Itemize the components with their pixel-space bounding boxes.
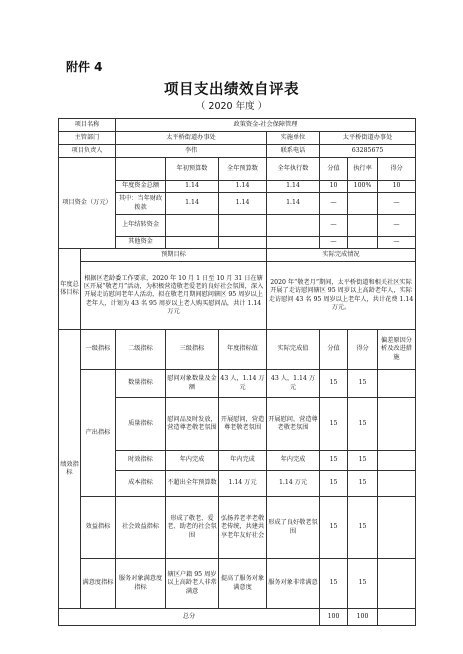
actual-result-text: 2020 年“敬老月”期间，太平桥街道和相关社区实际开展了走访慰问辖区 95 周岁以上高龄老年人，实际走访慰问 43 名 95 周岁以上老年人，共计花费 1.14 万元。 [267, 262, 416, 330]
score-value: 15 [320, 370, 348, 398]
actual-value: 服务对象非常满意 [267, 559, 320, 609]
deviation-reason [378, 398, 416, 451]
level2-indicator: 数量指标 [116, 370, 166, 398]
indicator-col-header: 三级指标 [166, 330, 219, 370]
got-value: 15 [348, 559, 378, 609]
funds-col-header: 得分 [378, 158, 416, 181]
actual-result-header: 实际完成情况 [267, 249, 416, 262]
target-value: 提高了服务对象满意度 [219, 559, 267, 609]
funds-cell: — [378, 193, 416, 215]
deviation-reason [378, 497, 416, 559]
actual-value: 43 人，1.14 万元 [267, 370, 320, 398]
actual-value: 形成了良好敬老氛围 [267, 497, 320, 559]
indicator-row [59, 497, 416, 559]
funds-cell: — [320, 237, 348, 249]
deviation-reason [378, 559, 416, 609]
total-row [59, 609, 416, 626]
funds-row-label: 年度资金总额 [116, 181, 166, 193]
indicator-row [59, 370, 416, 398]
funds-cell: 1.14 [166, 181, 219, 193]
funds-cell [348, 237, 378, 249]
got-value: 15 [348, 451, 378, 471]
department-row [59, 132, 416, 145]
indicator-col-header: 一级指标 [81, 330, 116, 370]
funds-cell: — [320, 193, 348, 215]
funds-row-label: 其他资金 [116, 237, 166, 249]
funds-cell [267, 215, 320, 237]
benefit-indicator-label: 效益指标 [81, 497, 116, 559]
deviation-reason [378, 370, 416, 398]
funds-row-label: 其中：当年财政拨款 [116, 193, 166, 215]
funds-cell: 1.14 [219, 193, 267, 215]
department-value: 太平桥街道办事处 [116, 132, 267, 145]
indicator-col-header: 偏差原因分析及改进措施 [378, 330, 416, 370]
funds-cell: 1.14 [267, 193, 320, 215]
funds-cell: — [320, 215, 348, 237]
phone-value: 63285675 [320, 145, 416, 158]
funds-cell: — [378, 237, 416, 249]
funds-cell [348, 193, 378, 215]
score-value: 15 [320, 471, 348, 497]
funds-cell: — [378, 215, 416, 237]
implementer-value: 太平桥街道办事处 [320, 132, 416, 145]
funds-cell [267, 237, 320, 249]
funds-cell: 1.14 [219, 181, 267, 193]
funds-col-header: 执行率 [348, 158, 378, 181]
funds-cell: 10 [378, 181, 416, 193]
level3-indicator: 辖区户籍 95 周岁以上高龄老人非常满意 [166, 559, 219, 609]
department-label: 主管部门 [59, 132, 116, 145]
indicator-col-header: 得分 [348, 330, 378, 370]
total-label: 总分 [59, 609, 320, 626]
performance-indicator-label: 绩效指标 [59, 330, 81, 609]
funds-cell [166, 215, 219, 237]
level2-indicator: 质量指标 [116, 398, 166, 451]
funds-col-header: 年初预算数 [166, 158, 219, 181]
level2-indicator: 服务对象满意度指标 [116, 559, 166, 609]
leader-value: 李伟 [116, 145, 267, 158]
level3-indicator: 不超出全年预算数 [166, 471, 219, 497]
project-name-row [59, 119, 416, 132]
deviation-reason [378, 451, 416, 471]
level3-indicator: 慰问对象数量及金额 [166, 370, 219, 398]
target-value: 年内完成 [219, 451, 267, 471]
indicator-col-header: 实际完成值 [267, 330, 320, 370]
actual-value: 年内完成 [267, 451, 320, 471]
funds-cell: 1.14 [267, 181, 320, 193]
funds-cell: 10 [320, 181, 348, 193]
actual-value: 1.14 万元 [267, 471, 320, 497]
funds-cell [219, 237, 267, 249]
year-subtitle: （ 2020 年度 ） [195, 101, 268, 112]
target-value: 43 人，1.14 万元 [219, 370, 267, 398]
funds-cell [219, 215, 267, 237]
got-value: 15 [348, 471, 378, 497]
goals-header-row [59, 249, 416, 262]
funds-cell [166, 237, 219, 249]
target-value: 1.14 万元 [219, 471, 267, 497]
score-value: 15 [320, 398, 348, 451]
attachment-label: 附件 4 [66, 60, 103, 74]
funds-cell: 100% [348, 181, 378, 193]
indicator-header-row [59, 330, 416, 370]
target-value: 弘扬养老孝老敬老传统，共建共享老年友好社会 [219, 497, 267, 559]
project-name-value: 政策资金-社会保障管理 [116, 119, 416, 132]
level3-indicator: 慰问品及时发放，营造尊老敬老氛围 [166, 398, 219, 451]
satisfaction-indicator-label: 满意度指标 [81, 559, 116, 609]
project-name-label: 项目名称 [59, 119, 116, 132]
score-value: 15 [320, 451, 348, 471]
funds-row-label: 上年结转资金 [116, 215, 166, 237]
funds-col-header: 全年执行数 [267, 158, 320, 181]
funds-header-row [59, 158, 416, 181]
indicator-row [59, 559, 416, 609]
leader-label: 项目负责人 [59, 145, 116, 158]
total-score: 100 [320, 609, 348, 626]
funds-cell [348, 215, 378, 237]
score-value: 15 [320, 559, 348, 609]
funds-cell: 1.14 [166, 193, 219, 215]
level2-indicator: 社会效益指标 [116, 497, 166, 559]
level2-indicator: 时效指标 [116, 451, 166, 471]
goals-content-row [59, 262, 416, 330]
phone-label: 联系电话 [267, 145, 320, 158]
indicator-col-header: 分值 [320, 330, 348, 370]
funds-label: 项目资金（万元） [59, 158, 116, 249]
target-value: 开展慰问，营造尊老敬老氛围 [219, 398, 267, 451]
deviation-reason [378, 471, 416, 497]
level3-indicator: 形成了敬老、爱老、助老的社会氛围 [166, 497, 219, 559]
level2-indicator: 成本指标 [116, 471, 166, 497]
annual-goal-label: 年度总体目标 [59, 249, 81, 330]
funds-col-header: 分值 [320, 158, 348, 181]
output-indicator-label: 产出指标 [81, 370, 116, 497]
got-value: 15 [348, 497, 378, 559]
funds-col-header: 全年预算数 [219, 158, 267, 181]
got-value: 15 [348, 398, 378, 451]
expected-goal-text: 根据区老龄委工作要求，2020 年 10 月 1 日至 10 月 31 日在辖区开展“敬老月”活动，为积极营造敬老爱老的良好社会氛围，深入开展走访慰问老年人活动，拟在敬老月期间慰问辖区 95 周岁以上老年人，计划为 43 名 95 周岁以上老人购买慰问品，共计 1.14 万元 [81, 262, 267, 330]
indicator-col-header: 二级指标 [116, 330, 166, 370]
evaluation-table [58, 118, 416, 626]
total-got: 100 [348, 609, 378, 626]
implementer-label: 实施单位 [267, 132, 320, 145]
level3-indicator: 年内完成 [166, 451, 219, 471]
got-value: 15 [348, 370, 378, 398]
expected-goal-header: 预期目标 [81, 249, 267, 262]
indicator-col-header: 年度指标值 [219, 330, 267, 370]
actual-value: 开展慰问，营造尊老敬老氛围 [267, 398, 320, 451]
leader-row [59, 145, 416, 158]
page-title: 项目支出绩效自评表 [164, 82, 299, 98]
score-value: 15 [320, 497, 348, 559]
